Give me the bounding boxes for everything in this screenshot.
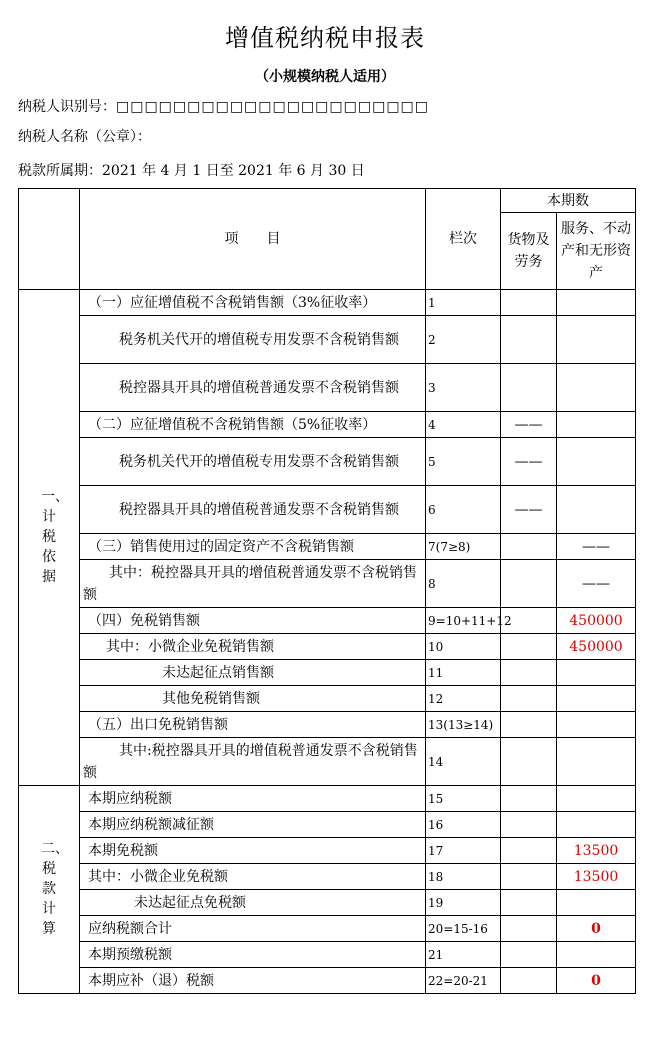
line-cell: 21 (426, 942, 501, 968)
line-cell: 2 (426, 316, 501, 364)
item-cell: 本期应纳税额 (80, 786, 426, 812)
services-cell[interactable] (557, 438, 636, 486)
services-cell[interactable] (557, 316, 636, 364)
goods-cell[interactable] (501, 686, 557, 712)
header-blank-cell (19, 189, 80, 290)
services-cell[interactable] (557, 660, 636, 686)
taxpayer-id-boxes[interactable]: □□□□□□□□□□□□□□□□□□□□□□ (116, 99, 430, 115)
section-2-text: 二、税款计算 (41, 841, 69, 937)
header-line: 栏次 (426, 189, 501, 290)
line-cell: 19 (426, 890, 501, 916)
item-cell: 税控器具开具的增值税普通发票不含税销售额 (80, 486, 426, 534)
goods-cell[interactable] (501, 634, 557, 660)
header-services: 服务、不动产和无形资产 (557, 213, 636, 290)
goods-cell[interactable] (501, 812, 557, 838)
line-cell: 14 (426, 738, 501, 786)
services-cell[interactable]: 13500 (557, 838, 636, 864)
services-cell[interactable]: 0 (557, 968, 636, 994)
services-cell[interactable]: —— (557, 534, 636, 560)
services-cell[interactable] (557, 412, 636, 438)
line-cell: 12 (426, 686, 501, 712)
item-cell: 本期免税额 (80, 838, 426, 864)
line-cell: 6 (426, 486, 501, 534)
services-cell[interactable]: 450000 (557, 634, 636, 660)
item-cell: 其中：小微企业免税销售额 (80, 634, 426, 660)
goods-cell[interactable] (501, 968, 557, 994)
line-cell: 8 (426, 560, 501, 608)
goods-cell[interactable] (501, 864, 557, 890)
header-current: 本期数 (501, 189, 636, 213)
goods-cell[interactable] (501, 560, 557, 608)
item-cell: 其中：税控器具开具的增值税普通发票不含税销售额 (80, 560, 426, 608)
goods-cell[interactable] (501, 942, 557, 968)
form-subtitle: （小规模纳税人适用） (255, 69, 395, 85)
services-cell[interactable] (557, 290, 636, 316)
services-cell[interactable] (557, 890, 636, 916)
taxpayer-name-label: 纳税人名称（公章）： (18, 129, 151, 145)
services-cell[interactable] (557, 364, 636, 412)
goods-cell[interactable] (501, 916, 557, 942)
services-cell[interactable] (557, 686, 636, 712)
line-cell: 5 (426, 438, 501, 486)
item-cell: 税控器具开具的增值税普通发票不含税销售额 (80, 364, 426, 412)
services-cell[interactable] (557, 712, 636, 738)
line-cell: 11 (426, 660, 501, 686)
item-cell: 应纳税额合计 (80, 916, 426, 942)
header-goods: 货物及劳务 (501, 213, 557, 290)
declaration-table (18, 188, 636, 994)
line-cell: 9=10+11+12 (426, 608, 501, 634)
services-cell[interactable]: —— (557, 560, 636, 608)
goods-cell[interactable]: —— (501, 412, 557, 438)
item-cell: 未达起征点免税额 (80, 890, 426, 916)
item-cell: （一）应征增值税不含税销售额（3%征收率） (80, 290, 426, 316)
item-cell: 本期预缴税额 (80, 942, 426, 968)
line-cell: 4 (426, 412, 501, 438)
item-cell: 未达起征点销售额 (80, 660, 426, 686)
item-cell: （二）应征增值税不含税销售额（5%征收率） (80, 412, 426, 438)
goods-cell[interactable]: —— (501, 438, 557, 486)
services-cell[interactable]: 0 (557, 916, 636, 942)
section-1-text: 一、计税依据 (41, 489, 69, 585)
line-cell: 22=20-21 (426, 968, 501, 994)
section-1-label (19, 290, 80, 786)
line-cell: 20=15-16 (426, 916, 501, 942)
item-cell: 其中:税控器具开具的增值税普通发票不含税销售额 (80, 738, 426, 786)
item-cell: （五）出口免税销售额 (80, 712, 426, 738)
line-cell: 3 (426, 364, 501, 412)
item-cell: 本期应纳税额减征额 (80, 812, 426, 838)
item-cell: 税务机关代开的增值税专用发票不含税销售额 (80, 316, 426, 364)
line-cell: 17 (426, 838, 501, 864)
goods-cell[interactable] (501, 316, 557, 364)
line-cell: 1 (426, 290, 501, 316)
item-cell: 其中：小微企业免税额 (80, 864, 426, 890)
services-cell[interactable] (557, 786, 636, 812)
goods-cell[interactable] (501, 660, 557, 686)
services-cell[interactable] (557, 942, 636, 968)
line-cell: 15 (426, 786, 501, 812)
form-title: 增值税纳税申报表 (225, 24, 425, 52)
goods-cell[interactable] (501, 838, 557, 864)
item-cell: 税务机关代开的增值税专用发票不含税销售额 (80, 438, 426, 486)
tax-period: 税款所属期：2021 年 4 月 1 日至 2021 年 6 月 30 日 (18, 163, 365, 179)
section-2-label (19, 786, 80, 994)
line-cell: 13(13≥14) (426, 712, 501, 738)
line-cell: 16 (426, 812, 501, 838)
services-cell[interactable]: 450000 (557, 608, 636, 634)
goods-cell[interactable] (501, 534, 557, 560)
services-cell[interactable] (557, 812, 636, 838)
line-cell: 18 (426, 864, 501, 890)
services-cell[interactable] (557, 738, 636, 786)
goods-cell[interactable] (501, 364, 557, 412)
item-cell: 本期应补（退）税额 (80, 968, 426, 994)
goods-cell[interactable] (501, 738, 557, 786)
goods-cell[interactable] (501, 890, 557, 916)
item-cell: （四）免税销售额 (80, 608, 426, 634)
line-cell: 10 (426, 634, 501, 660)
line-cell: 7(7≥8) (426, 534, 501, 560)
services-cell[interactable] (557, 486, 636, 534)
taxpayer-id-label: 纳税人识别号： (18, 99, 116, 115)
services-cell[interactable]: 13500 (557, 864, 636, 890)
goods-cell[interactable] (501, 712, 557, 738)
item-cell: （三）销售使用过的固定资产不含税销售额 (80, 534, 426, 560)
goods-cell[interactable] (501, 786, 557, 812)
taxpayer-id-row (18, 96, 429, 116)
goods-cell[interactable] (501, 290, 557, 316)
header-item: 项 目 (80, 189, 426, 290)
goods-cell[interactable]: —— (501, 486, 557, 534)
item-cell: 其他免税销售额 (80, 686, 426, 712)
